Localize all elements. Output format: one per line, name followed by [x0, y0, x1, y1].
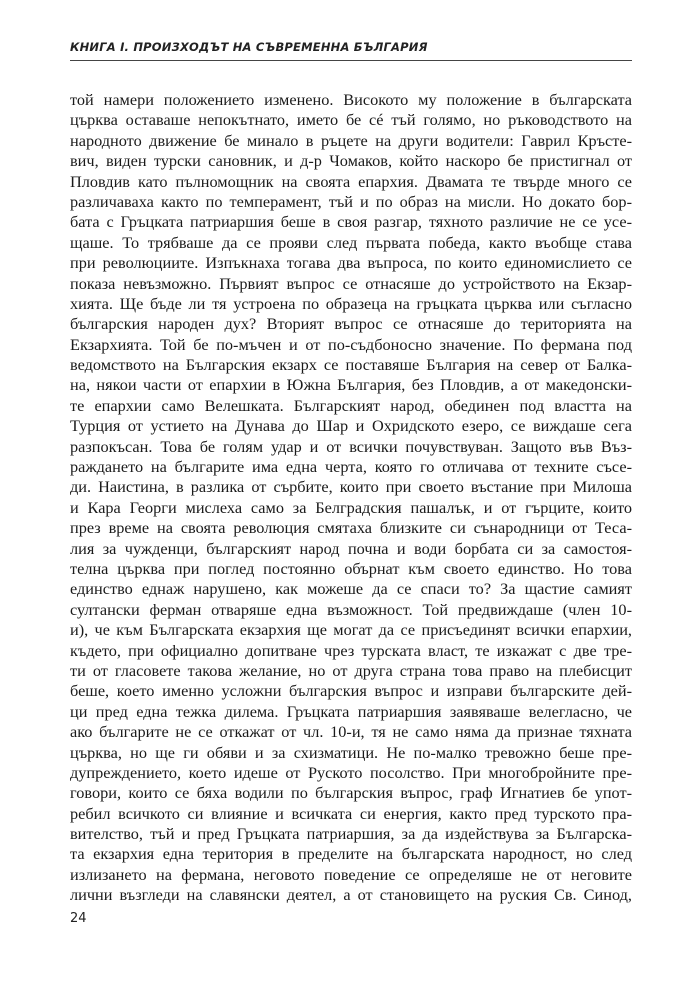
text-line: и Кара Георги мислеха само за Белградския пашалък, и от гърците, които [70, 497, 632, 517]
text-line: та екзархия една територия в пределите на българската народност, но след [70, 844, 632, 864]
text-line: ци пред една тежка дилема. Гръцката патриаршия заявяваше велегласно, че [70, 701, 632, 721]
text-line: бата с Гръцката патриаршия беше в своя разгар, тяхното различие не се усе- [70, 212, 632, 232]
text-line: показа невъзможно. Първият въпрос се отнасяше до устройството на Екзар- [70, 273, 632, 293]
text-line: той намери положението изменено. Високото му положение в българската [70, 90, 632, 109]
text-line: Екзархията. Той бе по-мъчен и от по-съдбоносно значение. По фермана под [70, 334, 632, 354]
running-header: КНИГА I. ПРОИЗХОДЪТ НА СЪВРЕМЕННА БЪЛГАРИЯ [70, 40, 428, 54]
text-line: телна църква при поглед постоянно обърнат към своето единство. Но това [70, 558, 632, 578]
body-text [70, 90, 632, 906]
text-line: беше, което именно усложни българския въпрос и изправи българските дей- [70, 681, 632, 701]
text-line: на, някои части от епархии в Южна България, без Пловдив, а от македонски- [70, 375, 632, 395]
page-number: 24 [70, 911, 87, 926]
text-line: хията. Ще бъде ли тя устроена по образеца на гръцката църква или съгласно [70, 293, 632, 313]
text-line: народното движение бе минало в ръцете на други водители: Гаврил Кръсте- [70, 130, 632, 150]
text-line: раждането на българите има една черта, която го отличава от техните съсе- [70, 457, 632, 477]
text-line: църква, но ще ги обяви и за схизматици. Не по-малко тревожно беше пре- [70, 742, 632, 762]
text-line: ти от гласовете такова желание, но от друга страна това право на плебисцит [70, 660, 632, 680]
text-line: вителство, тъй и пред Гръцката патриаршия, за да издействува за Българска- [70, 824, 632, 844]
text-line: говори, които се бяха водили по българския въпрос, граф Игнатиев бе упот- [70, 783, 632, 803]
text-line: те епархии само Велешката. Българският народ, обединен под властта на [70, 395, 632, 415]
text-line: Пловдив като пълномощник на своята епархия. Двамата те твърде много се [70, 171, 632, 191]
text-line: при революциите. Изпъкнаха тогава два въпроса, по които единомислието се [70, 253, 632, 273]
text-line: църква оставаше непокътнато, името бе сé тъй голямо, но ръководството на [70, 110, 632, 130]
text-line: лия за чужденци, българският народ почна и води борбата си за самостоя- [70, 538, 632, 558]
text-line: през време на своята революция смятаха близките си сънародници от Теса- [70, 518, 632, 538]
text-line: вич, виден турски сановник, и д-р Чомаков, който наскоро бе пристигнал от [70, 151, 632, 171]
text-line: излизането на фермана, неговото поведение се определяше не от неговите [70, 864, 632, 884]
text-line: където, при официално допитване чрез турската власт, те изкажат с две тре- [70, 640, 632, 660]
text-line: Турция от устието на Дунава до Шар и Охридското езеро, се виждаше сега [70, 416, 632, 436]
text-line: единство еднаж нарушено, как можеше да се спаси то? За щастие самият [70, 579, 632, 599]
text-line: ако българите не се откажат от чл. 10-и, тя не само няма да признае тяхната [70, 722, 632, 742]
header-rule [70, 60, 632, 61]
text-line: българския народен дух? Вторият въпрос се отнасяше до територията на [70, 314, 632, 334]
text-line: ведомството на Българския екзарх се поставяше България на север от Балка- [70, 355, 632, 375]
text-line: ди. Наистина, в разлика от сърбите, които при своето въстание при Милоша [70, 477, 632, 497]
text-line: лични възгледи на славянски деятел, а от становището на руския Св. Синод, [70, 885, 632, 905]
text-line: различаваха както по темперамент, тъй и по образ на мисли. Но докато бор- [70, 191, 632, 211]
text-line: щаше. То трябваше да се прояви след първата победа, както въобще става [70, 232, 632, 252]
text-line: разпокъсан. Това бе голям удар и от всички почувствуван. Защото във Въз- [70, 436, 632, 456]
text-line: ребил всичкото си влияние и всичката си енергия, както пред турското пра- [70, 803, 632, 823]
text-line: султански ферман отваряше една възможност. Той предвиждаше (член 10- [70, 599, 632, 619]
text-line: дупреждението, което идеше от Руското посолство. При многобройните пре- [70, 762, 632, 782]
text-line: и), че към Българската екзархия ще могат да се присъединят всички епархии, [70, 620, 632, 640]
